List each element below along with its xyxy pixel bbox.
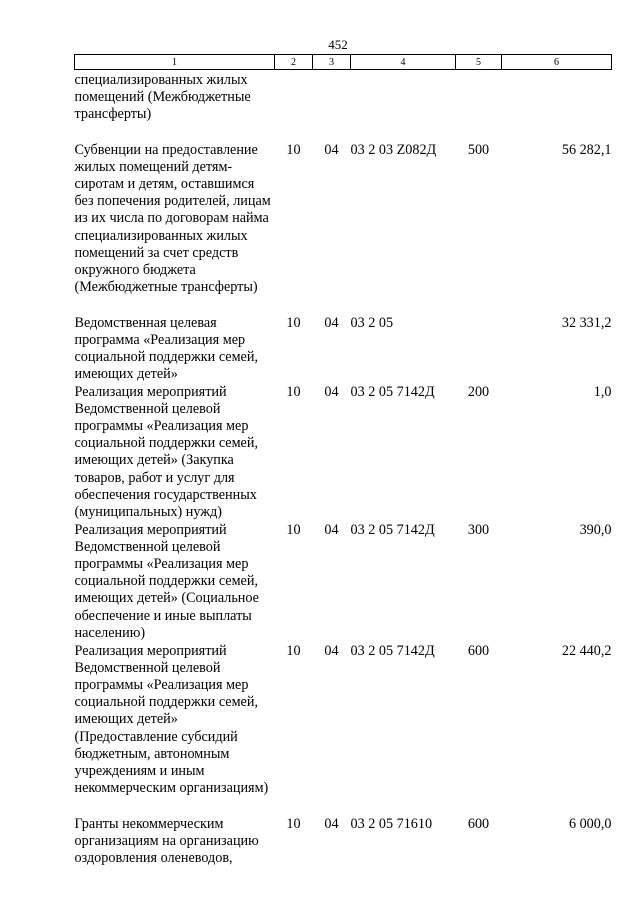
target-article-code: 03 2 05 7142Д xyxy=(350,383,435,400)
column-number-header: 6 xyxy=(502,55,612,70)
expense-type-code: 300 xyxy=(467,521,490,538)
column-number-header: 4 xyxy=(351,55,456,70)
target-article-code xyxy=(351,70,456,142)
expense-type-code: 500 xyxy=(467,141,490,158)
expense-name: Субвенции на предоставление жилых помещений детям-сиротам и детям, оставшимся без попечения родителей, лицам из их числа по договорам найма специализированных жилых помещений за счет средств окружного бюджета (Межбюджетные трансферты) xyxy=(74,141,271,296)
table-row xyxy=(75,142,612,315)
column-number-header: 2 xyxy=(275,55,313,70)
section-code: 10 xyxy=(286,141,301,158)
target-article-code: 03 2 03 Z082Д xyxy=(350,141,437,158)
table-row xyxy=(75,816,612,868)
table-row xyxy=(75,315,612,384)
subsection-code: 04 xyxy=(324,642,339,659)
expense-name: Реализация мероприятий Ведомственной целевой программы «Реализация мер социальной поддержки семей, имеющих детей» (Предоставление субсидий бюджетным, автономным учреждениям и иным некоммерческим организациям) xyxy=(74,642,269,797)
expense-type-code xyxy=(456,315,502,384)
section-code xyxy=(275,70,313,142)
column-number-header: 5 xyxy=(456,55,502,70)
section-code: 10 xyxy=(286,815,301,832)
expense-type-code xyxy=(456,70,502,142)
page-number: 452 xyxy=(328,37,348,52)
section-code: 10 xyxy=(286,383,301,400)
amount: 1,0 xyxy=(593,383,612,400)
amount: 390,0 xyxy=(579,521,612,538)
amount: 56 282,1 xyxy=(561,141,612,158)
target-article-code: 03 2 05 xyxy=(350,314,394,331)
amount xyxy=(502,70,612,142)
target-article-code: 03 2 05 71610 xyxy=(350,815,433,832)
subsection-code: 04 xyxy=(324,141,339,158)
expense-name: Ведомственная целевая программа «Реализация мер социальной поддержки семей, имеющих детей» xyxy=(74,314,258,383)
subsection-code: 04 xyxy=(324,815,339,832)
expense-name: специализированных жилых помещений (Межбюджетные трансферты) xyxy=(74,72,251,123)
section-code: 10 xyxy=(286,521,301,538)
column-number-header: 1 xyxy=(75,55,275,70)
expense-type-code: 200 xyxy=(467,383,490,400)
table-row xyxy=(75,70,612,142)
table-row xyxy=(75,384,612,522)
table-row xyxy=(75,643,612,816)
amount: 6 000,0 xyxy=(568,815,612,832)
subsection-code: 04 xyxy=(324,383,339,400)
budget-table xyxy=(74,54,612,867)
expense-name: Реализация мероприятий Ведомственной целевой программы «Реализация мер социальной поддержки семей, имеющих детей» (Закупка товаров, работ и услуг для обеспечения государственных (муниципальных) нужд) xyxy=(74,383,258,520)
amount: 32 331,2 xyxy=(561,314,612,331)
column-number-row xyxy=(75,55,612,70)
section-code: 10 xyxy=(286,642,301,659)
subsection-code: 04 xyxy=(324,521,339,538)
expense-type-code: 600 xyxy=(467,642,490,659)
expense-name: Реализация мероприятий Ведомственной целевой программы «Реализация мер социальной поддержки семей, имеющих детей» (Социальное обеспечение и иные выплаты населению) xyxy=(74,521,259,641)
amount: 22 440,2 xyxy=(561,642,612,659)
target-article-code: 03 2 05 7142Д xyxy=(350,521,435,538)
expense-type-code: 600 xyxy=(467,815,490,832)
table-row xyxy=(75,522,612,643)
subsection-code: 04 xyxy=(324,314,339,331)
subsection-code xyxy=(313,70,351,142)
column-number-header: 3 xyxy=(313,55,351,70)
target-article-code: 03 2 05 7142Д xyxy=(350,642,435,659)
section-code: 10 xyxy=(286,314,301,331)
expense-name: Гранты некоммерческим организациям на организацию оздоровления оленеводов, xyxy=(74,815,259,866)
